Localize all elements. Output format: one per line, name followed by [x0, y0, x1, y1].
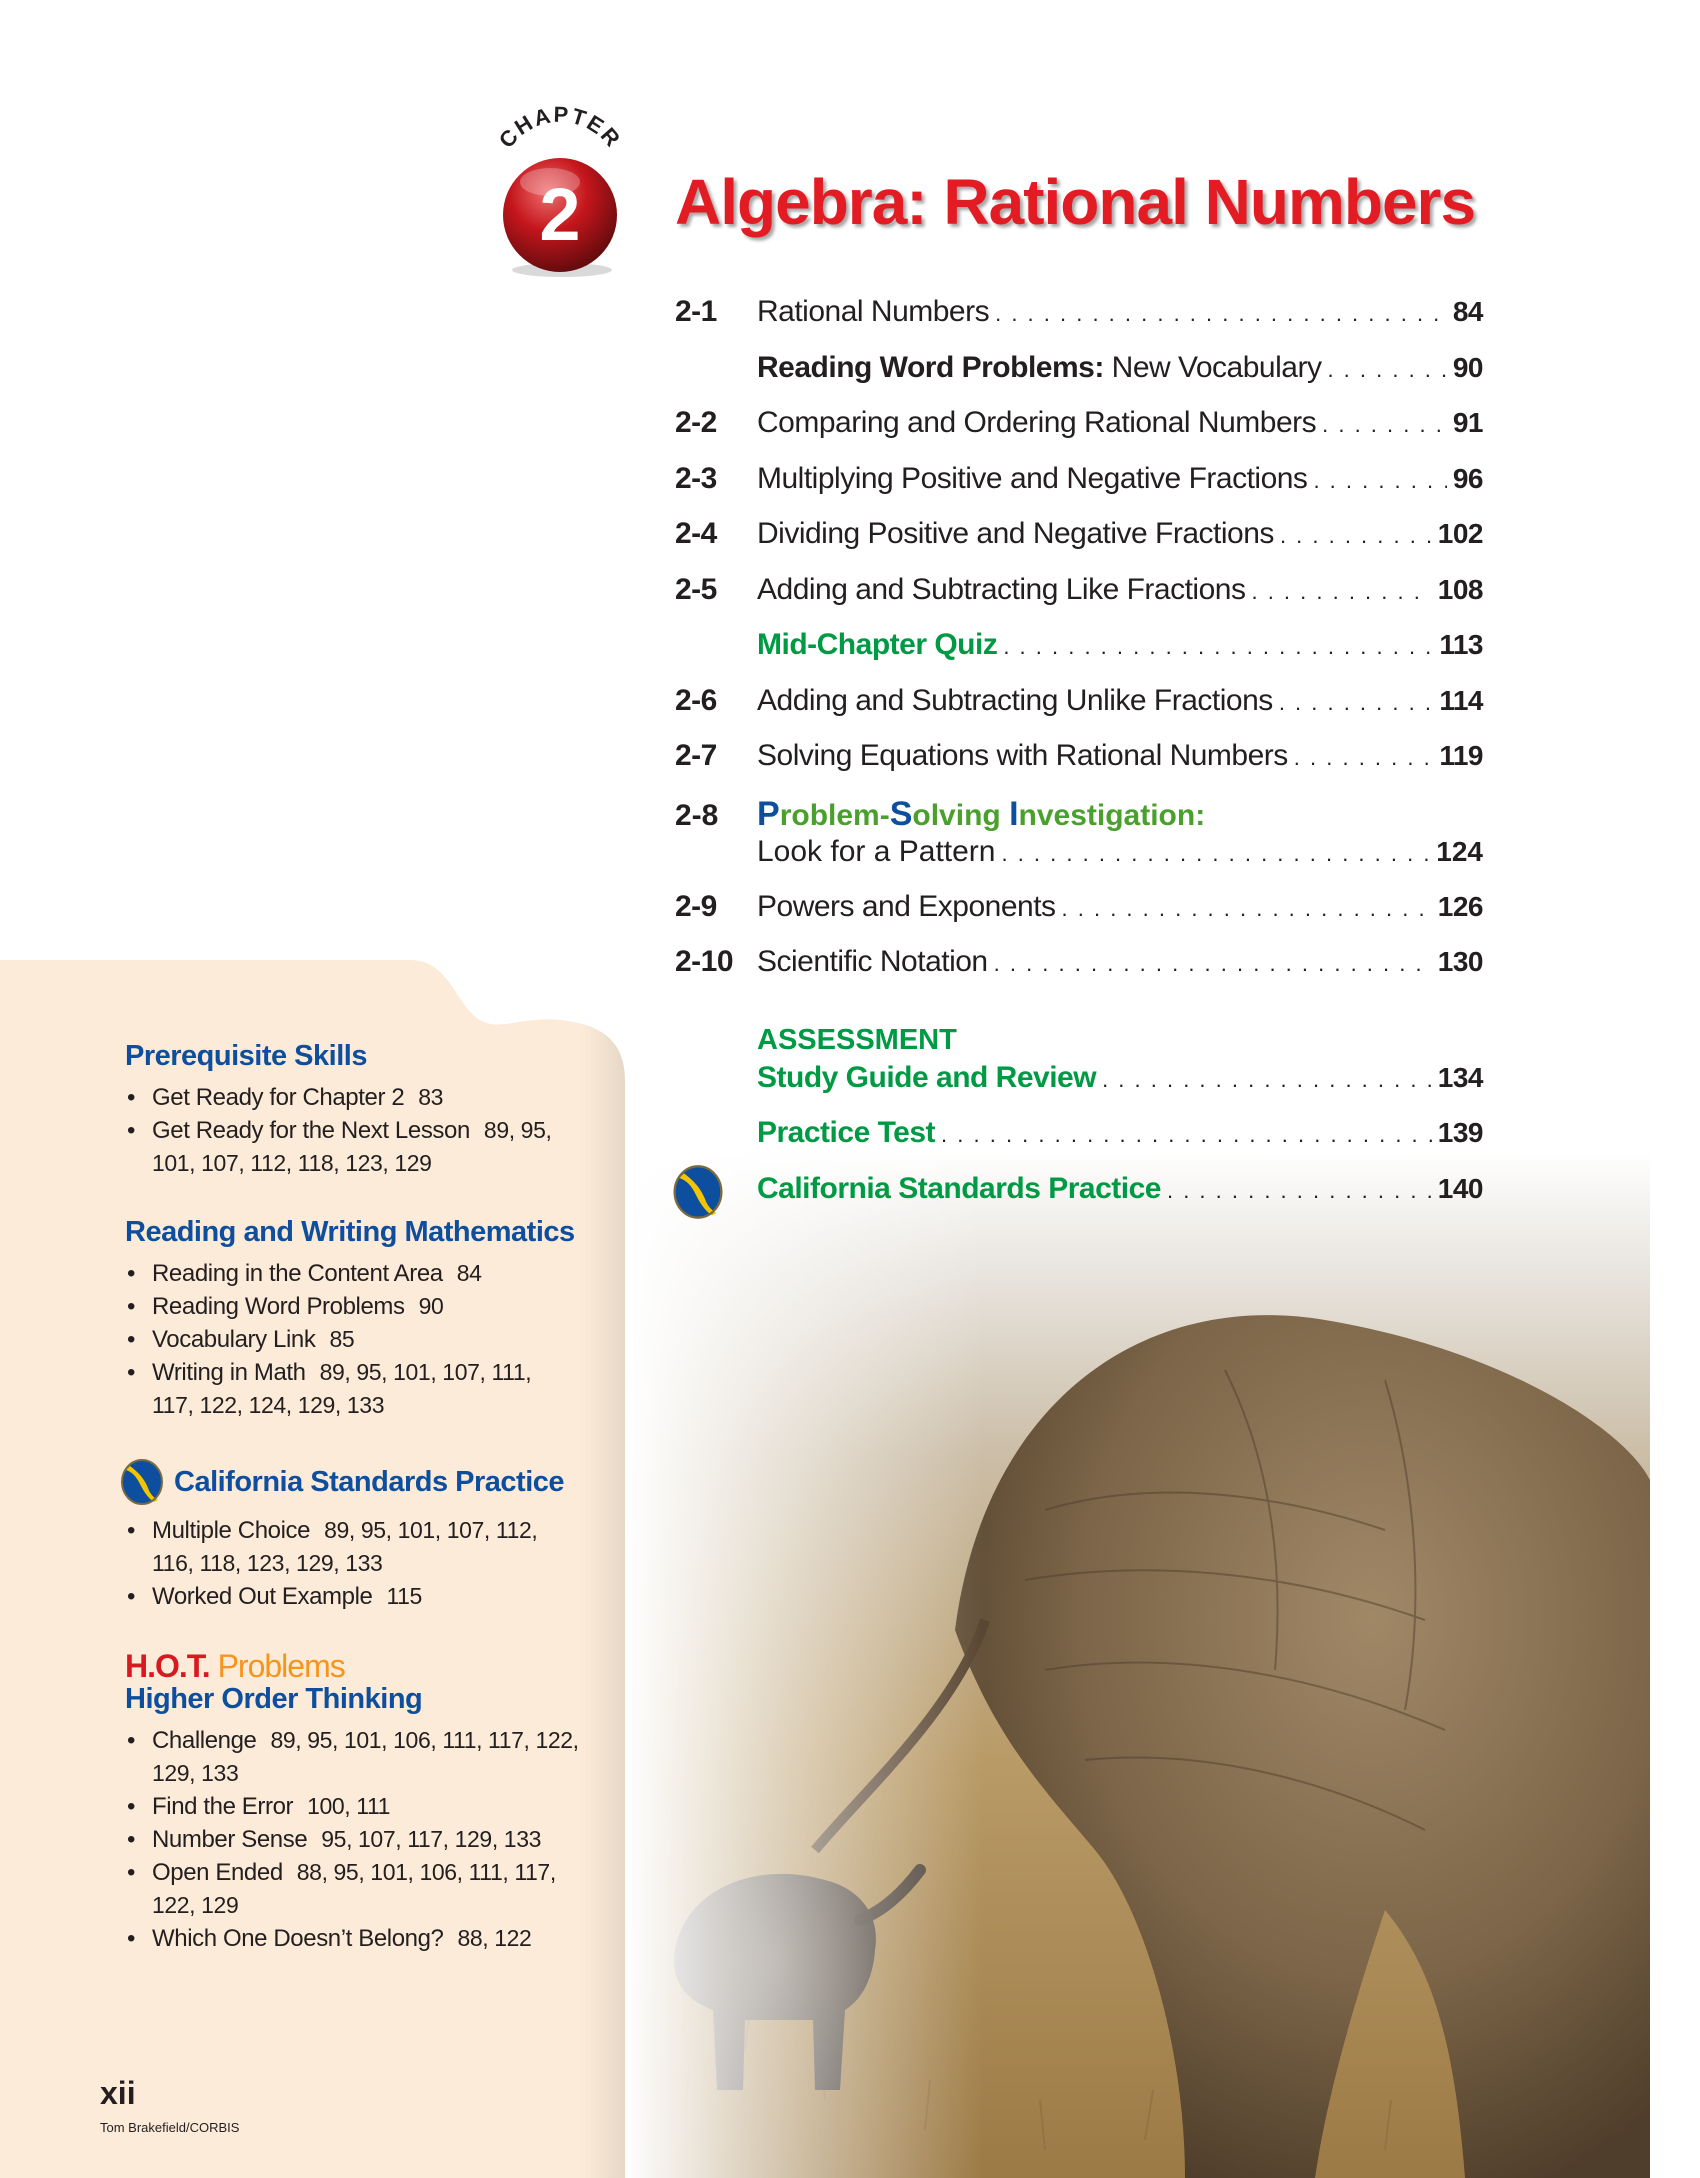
hot-section — [125, 1649, 625, 1955]
photo-credit: Tom Brakefield/CORBIS — [100, 2120, 240, 2135]
toc-row[interactable]: 2-10 Scientific Notation . . . 130 — [675, 945, 1483, 1001]
list-item: • Number Sense 95, 107, 117, 129, 133 — [125, 1823, 625, 1856]
toc-row[interactable]: 2-7 Solving Equations with Rational Numbers . . . 119 — [675, 739, 1483, 795]
toc-row[interactable]: 2-9 Powers and Exponents . . . 126 — [675, 890, 1483, 946]
toc-row[interactable]: Reading Word Problems: New Vocabulary . . . 90 — [675, 351, 1483, 407]
list-item: • Challenge 89, 95, 101, 106, 111, 117, 122, 129, 133 — [125, 1724, 625, 1790]
reading-heading: Reading and Writing Mathematics — [125, 1216, 575, 1248]
list-item: • Open Ended 88, 95, 101, 106, 111, 117, 122, 129 — [125, 1856, 625, 1922]
hot-heading: Higher Order Thinking — [125, 1683, 423, 1715]
toc-row[interactable]: 2-5 Adding and Subtracting Like Fractions . . . 108 — [675, 573, 1483, 629]
list-item: • Which One Doesn’t Belong? 88, 122 — [125, 1922, 625, 1955]
chapter-word: CHAPTER — [493, 101, 627, 153]
sidebar-content — [125, 1040, 625, 1991]
chapter-number: 2 — [539, 173, 581, 256]
elephant-photo-art — [625, 1150, 1650, 2178]
list-item: • Reading in the Content Area 84 — [125, 1257, 625, 1290]
assessment-heading: ASSESSMENT — [757, 1023, 957, 1056]
table-of-contents — [675, 295, 1483, 1227]
california-icon — [120, 1458, 164, 1506]
toc-row[interactable]: 2-6 Adding and Subtracting Unlike Fractions . . . 114 — [675, 684, 1483, 740]
toc-row[interactable]: 2-3 Multiplying Positive and Negative Fractions . . . 96 — [675, 462, 1483, 518]
chapter-badge — [478, 100, 638, 280]
prereq-section — [125, 1040, 625, 1180]
toc-row-quiz[interactable]: Mid-Chapter Quiz . . . 113 — [675, 628, 1483, 684]
california-icon — [672, 1164, 724, 1220]
list-item: • Vocabulary Link 85 — [125, 1323, 625, 1356]
california-section — [125, 1458, 625, 1613]
toc-row[interactable]: 2-1 Rational Numbers . . . 84 — [675, 295, 1483, 351]
list-item: • Multiple Choice 89, 95, 101, 107, 112, 116, 118, 123, 129, 133 — [125, 1514, 625, 1580]
prereq-heading: Prerequisite Skills — [125, 1040, 367, 1072]
svg-text:CHAPTER — [494, 102, 627, 153]
toc-row-assessment[interactable]: California Standards Practice . . . 140 — [675, 1172, 1483, 1228]
toc-row-assessment[interactable]: Study Guide and Review . . . 134 — [675, 1061, 1483, 1117]
page-number: xii — [100, 2075, 136, 2111]
list-item: • Get Ready for the Next Lesson 89, 95, 101, 107, 112, 118, 123, 129 — [125, 1114, 625, 1180]
list-item: • Worked Out Example 115 — [125, 1580, 625, 1613]
california-heading: California Standards Practice — [120, 1458, 625, 1506]
list-item: • Get Ready for Chapter 2 83 — [125, 1081, 625, 1114]
list-item: • Reading Word Problems 90 — [125, 1290, 625, 1323]
toc-row-assessment[interactable]: Practice Test . . . 139 — [675, 1116, 1483, 1172]
hot-title: H.O.T. Problems — [125, 1648, 345, 1684]
toc-row-psi[interactable]: 2-8 Problem-Solving Investigation: Look for a Pattern . . . 124 — [675, 795, 1483, 880]
toc-row[interactable]: 2-4 Dividing Positive and Negative Fractions . . . 102 — [675, 517, 1483, 573]
chapter-title: Algebra: Rational Numbers — [675, 166, 1476, 238]
list-item: • Writing in Math 89, 95, 101, 107, 111, 117, 122, 124, 129, 133 — [125, 1356, 625, 1422]
reading-section — [125, 1216, 625, 1422]
toc-row[interactable]: 2-2 Comparing and Ordering Rational Numbers . . . 91 — [675, 406, 1483, 462]
list-item: • Find the Error 100, 111 — [125, 1790, 625, 1823]
chapter-badge-art — [478, 100, 638, 280]
elephant-photo — [625, 1150, 1650, 2178]
